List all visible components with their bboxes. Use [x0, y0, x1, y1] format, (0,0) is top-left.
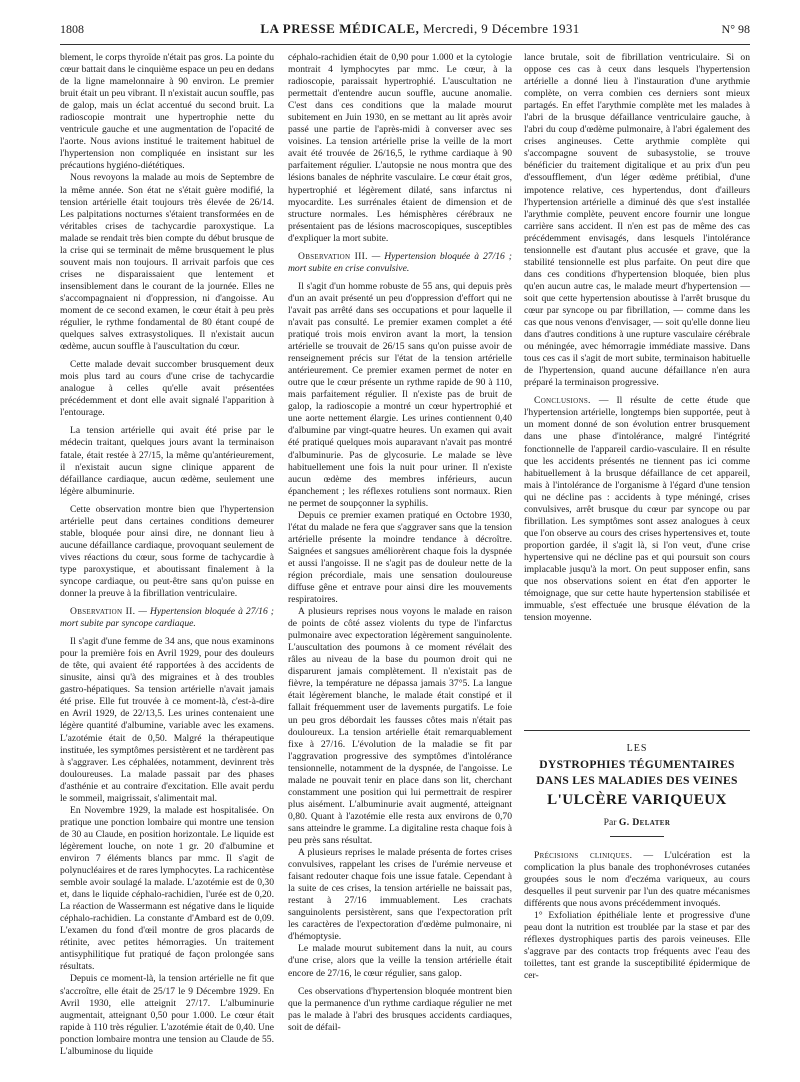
paragraph: céphalo-rachidien était de 0,90 pour 1.000 et la cytologie montrait 4 lymphocytes par mmc. Le cœur, à la radioscopie, paraissait hypertrophié. L'auscultation ne permettait d'entendre aucun souffle, aucune anomalie. C'est dans ces conditions que la malade mourut subitement en Juin 1930, en se mettant au lit après avoir passé une partie de l'après-midi à converser avec ses voisines. La tension artérielle prise la veille de la mort avait été trouvée de 26/16,5, le rythme cardiaque à 90 parfaitement régulier. L'autopsie ne nous montra que des lésions banales de néphrite vasculaire. Le cœur était gros, hypertrophié et légèrement dilaté, sans infarctus ni myocardite. Les surrénales étaient de dimension et de structure normales. Les hémisphères cérébraux ne présentaient pas de lésions macroscopiques, susceptibles d'expliquer la mort subite. — [288, 52, 512, 244]
paragraph: Depuis ce moment-là, la tension artérielle ne fit que s'accroître, elle était de 25/17 le 9 Décembre 1929. En Avril 1930, elle atteignit 27/17. L'albuminurie augmentait, atteignant 0,50 pour 1.000. Le cœur était rapide à 110 très régulier. L'azotémie était de 0,40. Une ponction lombaire montra une tension au Claude de 55. L'albuminose du liquide — [60, 973, 274, 1057]
conclusions-label: Conclusions. — [534, 395, 591, 407]
column-1 — [60, 52, 274, 1058]
paragraph: A plusieurs reprises nous voyons le malade en raison de points de côté assez violents du type de l'infarctus pulmonaire avec expectoration légèrement sanguinolente. L'auscultation des poumons à ce moment révélait des râles au niveau de la base du poumon droit qui ne disparurent jamais complètement. Il n'existait pas de fièvre, la température ne dépassa jamais 37°5. La langue était légèrement blanche, le malade était constipé et il fallait fréquemment user de lavements purgatifs. Le foie un peu gros débordait les fausses côtes mais n'était pas douloureux. La tension artérielle était remarquablement fixe à 27/16. L'évolution de la maladie se fit par l'aggravation progressive des symptômes d'intolérance tensionnelle, notamment de la dyspnée, de l'angoisse. Le malade ne pouvait tenir en place dans son lit, cherchant constamment une position qui lui permettrait de respirer plus aisément. L'albuminurie avait augmenté, atteignant 0,80. Quant à l'azotémie elle resta aux environs de 0,70 sans atteindre le gramme. La digitaline resta chaque fois à peu près sans résultat. — [288, 606, 512, 846]
article-byline — [524, 817, 750, 828]
byline-rule — [610, 836, 664, 837]
article-title-main: L'ULCÈRE VARIQUEUX — [547, 792, 727, 808]
paragraph: Cette observation montre bien que l'hypertension artérielle peut dans certaines conditions demeurer stable, bloquée pour ainsi dire, ne donnant lieu à aucune défaillance cardiaque, provoquant seulement de vives réactions du cœur, sous forme de tachycardie à type paroxystique, et aboutissant finalement à la syncope cardiaque, ou peut-être sans qu'on puisse en donner la preuve à la fibrillation ventriculaire. — [60, 503, 274, 600]
journal-name: LA PRESSE MÉDICALE, — [260, 21, 420, 36]
conclusions-paragraph — [524, 395, 750, 624]
author-name: G. Delater — [618, 817, 671, 828]
article-body — [524, 850, 750, 983]
column-3 — [524, 52, 750, 624]
article-separator-rule — [524, 730, 750, 731]
article-title-line-2: DYSTROPHIES TÉGUMENTAIRES — [539, 758, 735, 771]
page-header — [60, 22, 750, 44]
observation-title: — Hypertension bloquée à 27/16 ; mort subite par syncope cardiaque. — [60, 606, 275, 630]
observation-label: Observation II. — [70, 606, 136, 618]
paragraph: Il s'agit d'un homme robuste de 55 ans, qui depuis près d'un an avait présenté un peu d'oppression d'effort qui ne l'avait pas arrêté dans ses occupations et pour laquelle il n'avait pas consulté. Le premier examen complet a été pratiqué trois mois environ avant la mort, la tension artérielle se trouvait de 26/15 sans qu'on puisse avoir de renseignement précis sur l'état de la tension artérielle antérieurement. Ce premier examen permet de noter en outre que le cœur présente un rythme rapide de 90 à 110, mais parfaitement régulier. Il n'existe pas de bruit de galop, la radioscopie a montré un cœur hypertrophié et une aorte nettement élargie. Les urines contiennent 0,40 d'albumine par vingt-quatre heures. Un examen qui avait été pratiqué quelques mois auparavant n'avait pas montré d'albuminurie. Pas de glycosurie. Le malade se lève habituellement une fois la nuit pour uriner. Il n'existe aucun œdème des membres inférieurs, aucun épanchement ; les réflexes rotuliens sont normaux. Rien ne permet de soupçonner la syphilis. — [288, 280, 512, 509]
paragraph: 1° Exfoliation épithéliale lente et progressive d'une peau dont la nutrition est troublée par la stase et par des réflexes dystrophiques partis des parois veineuses. Elle s'aggrave par des contacts trop fréquents avec l'eau des toilettes, tant est grande la susceptibilité épidermique de cer- — [524, 910, 750, 982]
paragraph — [524, 850, 750, 910]
paragraph: Il s'agit d'une femme de 34 ans, que nous examinons pour la première fois en Avril 1929, pour des douleurs de tête, qui avaient été rapportées à des accidents de sinusite, ainsi qu'à des migraines et à des troubles gastro-hépatiques. Sa tension artérielle n'avait jamais été prise. Elle fut trouvée à ce moment-là, c'est-à-dire en Avril 1929, de 22/13,5. Les urines contenaient une légère quantité d'albumine, variable avec les examens. L'azotémie était de 0,50. Malgré la thérapeutique instituée, les symptômes persistèrent et ne tardèrent pas à s'aggraver. Les céphalées, notamment, devinrent très douloureuses. La malade passait par des phases d'asthénie et au contraire d'excitation. Elle avait perdu le sommeil, maigrissait, s'alimentait mal. — [60, 636, 274, 804]
paragraph: Ces observations d'hypertension bloquée montrent bien que la permanence d'un rythme cardiaque régulier ne met pas le malade à l'abri des brusques accidents cardiaques, soit de défail- — [288, 985, 512, 1033]
paragraph: En Novembre 1929, la malade est hospitalisée. On pratique une ponction lombaire qui montre une tension de 30 au Claude, en position horizontale. Le liquide est légèrement louche, on note 1 gr. 20 d'albumine et environ 7 éléments blancs par mmc. Il s'agit de polynucléaires et de rares lymphocytes. La rachicentèse semble avoir soulagé la malade. L'azotémie est de 0,30 et, dans le liquide céphalo-rachidien, l'urée est de 0,20. La réaction de Wassermann est négative dans le liquide céphalo-rachidien. La constante d'Ambard est de 0,09. L'examen du fond d'œil montre de gros placards de rétinite, avec petites hémorragies. Un traitement antisyphilitique fut pratiqué de façon prolongée sans résultats. — [60, 804, 274, 973]
observation-heading — [60, 606, 274, 630]
observation-heading — [288, 251, 512, 275]
article-title-line-3: DANS LES MALADIES DES VEINES — [536, 774, 738, 787]
issue-date: Mercredi, 9 Décembre 1931 — [423, 21, 580, 36]
section-label: Précisions cliniques. — [534, 850, 633, 861]
observation-title: — Hypertension bloquée à 27/16 ; mort subite en crise convulsive. — [288, 250, 512, 274]
paragraph-text: — L'ulcération est la complication la plus banale des trophonévroses cutanées groupées sous le nom d'eczéma variqueux, au cours desquelles il peut survenir par l'un des quatre mécanismes différents que nous avons précédemment invoqués. — [524, 850, 750, 910]
running-title — [210, 21, 630, 37]
paragraph: blement, le corps thyroïde n'était pas gros. La pointe du cœur battait dans le cinquième espace un peu en dedans de la ligne mamelonnaire à 90 environ. Le premier bruit était un peu vibrant. Il n'existait aucun souffle, pas de galop, mais un éclat accentué du second bruit. La radioscopie montrait une hypertrophie nette du ventricule gauche et une augmentation de l'opacité de l'aorte. Nous avions institué le traitement habituel de l'hypertension non compliquée en insistant sur les précautions hygiéno-diététiques. — [60, 52, 274, 172]
issue-number: N° 98 — [721, 22, 750, 36]
paragraph: Nous revoyons la malade au mois de Septembre de la même année. Son état ne s'était guère modifié, la tension artérielle était toujours très élevée de 26/14. Les palpitations nocturnes s'étaient transformées en de véritables crises de tachycardie paroxystique. La malade se rendait très bien compte du début brusque de la crise qui se terminait de même brusquement le plus souvent mais non toujours. Il arrivait parfois que ces crises ne disparaissaient que lentement et insensiblement dans le courant de la journée. Elles ne s'accompagnaient ni d'oppression, ni d'angoisse. Au moment de ce second examen, le cœur était à peu près régulier, le rythme fondamental de 80 étant coupé de quelques salves extrasystoliques. Il n'existait aucun œdème, aucun souffle à l'auscultation du cœur. — [60, 172, 274, 353]
page-number: 1808 — [60, 22, 84, 36]
observation-label: Observation III. — [298, 250, 368, 262]
author-prefix: Par — [603, 817, 617, 828]
header-rule — [60, 44, 750, 45]
column-2 — [288, 52, 512, 1034]
paragraph: Depuis ce premier examen pratiqué en Octobre 1930, l'état du malade ne fera que s'aggraver sans que la tension artérielle présente la moindre tendance à décroître. Saignées et sangsues améliorèrent chaque fois la dyspnée et aussi l'angoisse. Il ne s'agit pas de douleur nette de la région précordiale, mais une sensation douloureuse diffuse gêne et entrave pour ainsi dire les mouvements respiratoires. — [288, 509, 512, 606]
paragraph: La tension artérielle qui avait été prise par le médecin traitant, quelques jours avant la terminaison fatale, était restée à 27/15, la même qu'antérieurement, il n'existait aucun signe clinique apparent de défaillance cardiaque, aucun œdème, seulement une légère albuminurie. — [60, 425, 274, 497]
article-title-line-1: LES — [626, 743, 648, 754]
paragraph: lance brutale, soit de fibrillation ventriculaire. Si on oppose ces cas à ceux dans lesquels l'hypertension artérielle a donné lieu à l'instauration d'une arythmie complète, on verra combien ces derniers sont mieux partagés. En effet l'arythmie complète met les malades à l'abri de la brusque défaillance ventriculaire gauche, à l'abri du coup d'œdème pulmonaire, à l'abri également des crises angineuses. Cette arythmie complète qui s'accompagne souvent de subasystolie, se trouve bénéficier du traitement digitalique et au prix d'un peu d'essoufflement, d'un léger œdème prétibial, d'une impotence relative, ces hypertendus, dont d'ailleurs l'hypertension artérielle a diminué dès que s'est installée l'arythmie complète, peuvent encore fournir une longue carrière sans accident. Il n'en est pas de même des cas précédemment envisagés, dans lesquels l'intolérance tensionnelle est d'autant plus accusée et grave, que la stabilité tensionnelle est plus parfaite. On peut dire que dans ces conditions d'hypertension bloquée, bien plus qu'en aucun autre cas, le malade meurt d'hypertension — soit que cette hypertension aboutisse à l'arrêt brusque du cœur par syncope ou par fibrillation, — comme dans les cas que nous venons d'envisager, — soit qu'elle donne lieu dans d'autres conditions à une rupture vasculaire cérébrale ou méningée, avec hémorragie immédiate massive. Dans tous ces cas il s'agit de mort subite, terminaison habituelle de l'hypertension, quand aucune défaillance n'en aura préparé la terminaison progressive. — [524, 52, 750, 389]
paragraph: Le malade mourut subitement dans la nuit, au cours d'une crise, alors que la veille la tension artérielle était encore de 27/16, le cœur régulier, sans galop. — [288, 943, 512, 979]
conclusions-text: — Il résulte de cette étude que l'hypertension artérielle, longtemps bien supportée, peut à un moment donné de son évolution entrer brusquement dans une phase d'intolérance, malgré l'intégrité fonctionnelle de l'appareil cardio-vasculaire. Il en résulte que les accidents présentés ne tiennent pas ici comme habituellement à la brusque défaillance de cet appareil, mais à l'intolérance de l'organisme à l'égard d'une tension qui ne décline pas : accidents à type méningé, crises convulsives, arrêt brusque du cœur par syncope ou par fibrillation. Les symptômes sont assez analogues à ceux que l'on observe au cours des crises hypertensives et, toute proportion gardée, il s'agit là, si l'on veut, d'une crise hypertensive qui ne décline pas et qui poursuit son cours implacable jusqu'à la mort. On peut supposer enfin, sans que nos observations soient en état d'en apporter le témoignage, que sur cette haute hypertension stabilisée et immuable, s'est effectuée une brusque élévation de la tension moyenne. — [524, 395, 750, 624]
paragraph: A plusieurs reprises le malade présenta de fortes crises convulsives, rappelant les crises de l'urémie nerveuse et faisant redouter chaque fois une issue fatale. Cependant à la suite de ces crises, la tension artérielle ne baissait pas, restant à 27/16 immuablement. Les crachats sanguinolents persistèrent, sans que l'expectoration prît les caractères de l'expectoration d'œdème pulmonaire, ni d'hémoptysie. — [288, 847, 512, 943]
paragraph: Cette malade devait succomber brusquement deux mois plus tard au cours d'une crise de tachycardie analogue à celles qu'elle avait présentées précédemment et dont elle avait signalé l'apparition à l'entourage. — [60, 359, 274, 419]
